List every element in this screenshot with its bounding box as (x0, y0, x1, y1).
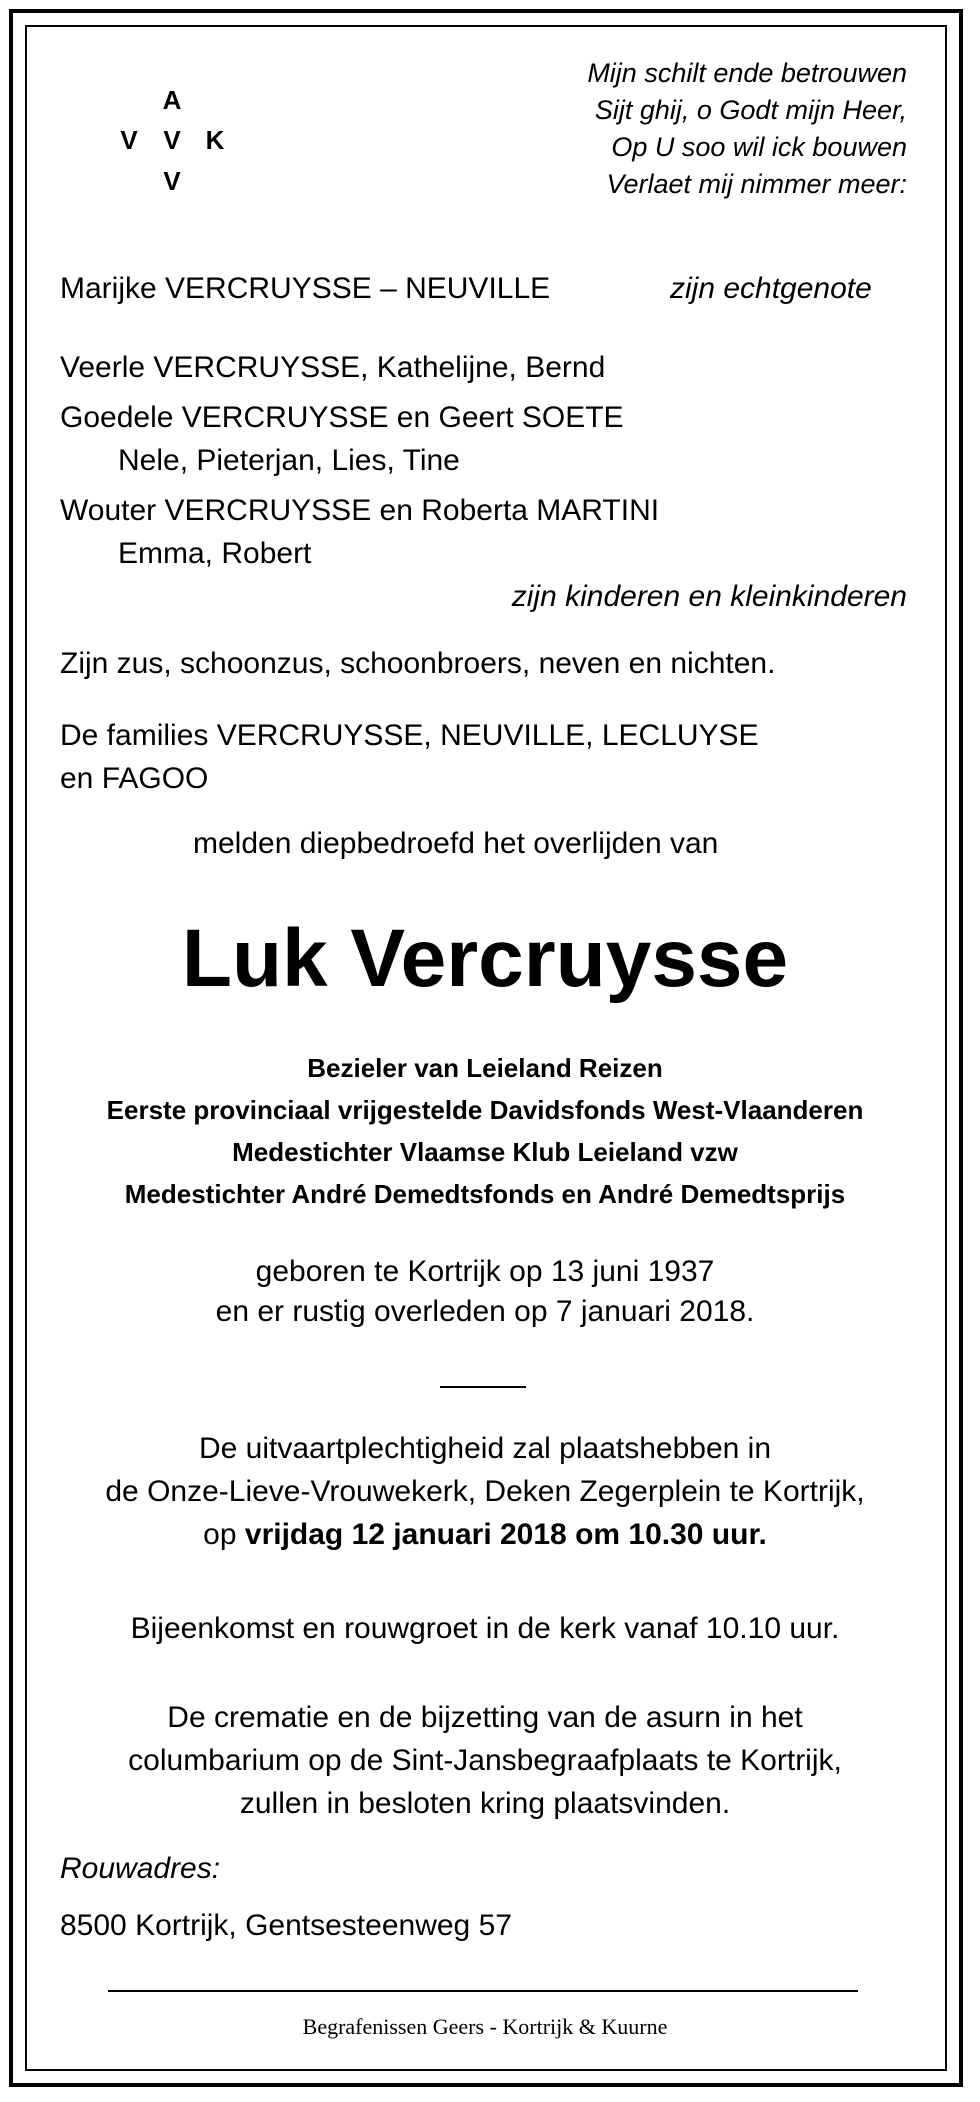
death-line: en er rustig overleden op 7 januari 2018. (215, 1295, 755, 1328)
title-line: Medestichter Vlaamse Klub Leieland vzw (232, 1137, 738, 1167)
funeral-date: vrijdag 12 januari 2018 om 10.30 uur. (244, 1518, 767, 1551)
title-line: Medestichter André Demedtsfonds en André Demedtsprijs (124, 1179, 846, 1209)
gathering-line: Bijeenkomst en rouwgroet in de kerk vanaf 10.10 uur. (130, 1612, 840, 1645)
poem-line: Op U soo wil ick bouwen (611, 132, 907, 162)
grandchildren-line: Nele, Pieterjan, Lies, Tine (118, 444, 460, 477)
monogram-bottom: V (163, 166, 181, 196)
address: 8500 Kortrijk, Gentsesteenweg 57 (60, 1909, 512, 1942)
funeral-date-prefix: op (203, 1518, 237, 1551)
funeral-line: De uitvaartplechtigheid zal plaatshebben in (198, 1432, 772, 1465)
monogram-left: V (120, 125, 138, 155)
cremation-line: columbarium op de Sint-Jansbegraafplaats te Kortrijk, (128, 1744, 842, 1777)
monogram-top: A (162, 85, 182, 115)
poem-line: Mijn schilt ende betrouwen (587, 58, 907, 88)
families-line: De families VERCRUYSSE, NEUVILLE, LECLUYSE (60, 719, 759, 752)
spouse-role: zijn echtgenote (670, 272, 872, 305)
title-line: Eerste provinciaal vrijgestelde Davidsfonds West-Vlaanderen (106, 1095, 864, 1125)
funeral-date-line (59, 1520, 911, 1550)
deceased-titles (59, 1047, 911, 1215)
poem-line: Sijt ghij, o Godt mijn Heer, (594, 95, 907, 125)
separator (440, 1386, 526, 1388)
child-line: Goedele VERCRUYSSE en Geert SOETE (60, 401, 624, 434)
birth-line: geboren te Kortrijk op 13 juni 1937 (255, 1255, 715, 1288)
child-line: Wouter VERCRUYSSE en Roberta MARTINI (60, 494, 660, 527)
spouse-name: Marijke VERCRUYSSE – NEUVILLE (60, 272, 551, 305)
footer-divider (108, 1990, 858, 1992)
poem-line: Verlaet mij nimmer meer: (606, 169, 907, 199)
cremation-line: zullen in besloten kring plaatsvinden. (239, 1787, 731, 1820)
families-line: en FAGOO (60, 762, 209, 795)
funeral-line: de Onze-Lieve-Vrouwekerk, Deken Zegerplein te Kortrijk, (105, 1475, 865, 1508)
title-line: Bezieler van Leieland Reizen (307, 1053, 663, 1083)
deceased-name: Luk Vercruysse (181, 913, 789, 1004)
address-label: Rouwadres: (60, 1852, 221, 1885)
cremation-line: De crematie en de bijzetting van de asurn in het (167, 1701, 803, 1734)
child-line: Veerle VERCRUYSSE, Kathelijne, Bernd (60, 351, 606, 384)
poem (587, 55, 907, 203)
siblings-line: Zijn zus, schoonzus, schoonbroers, neven en nichten. (60, 647, 776, 680)
grandchildren-line: Emma, Robert (118, 537, 312, 570)
monogram-middle: V (163, 125, 181, 155)
funeral-home: Begrafenissen Geers - Kortrijk & Kuurne (302, 2014, 668, 2039)
children-role: zijn kinderen en kleinkinderen (511, 580, 907, 613)
announcement: melden diepbedroefd het overlijden van (193, 827, 719, 860)
monogram-right: K (205, 125, 225, 155)
avvk-monogram (110, 82, 240, 202)
